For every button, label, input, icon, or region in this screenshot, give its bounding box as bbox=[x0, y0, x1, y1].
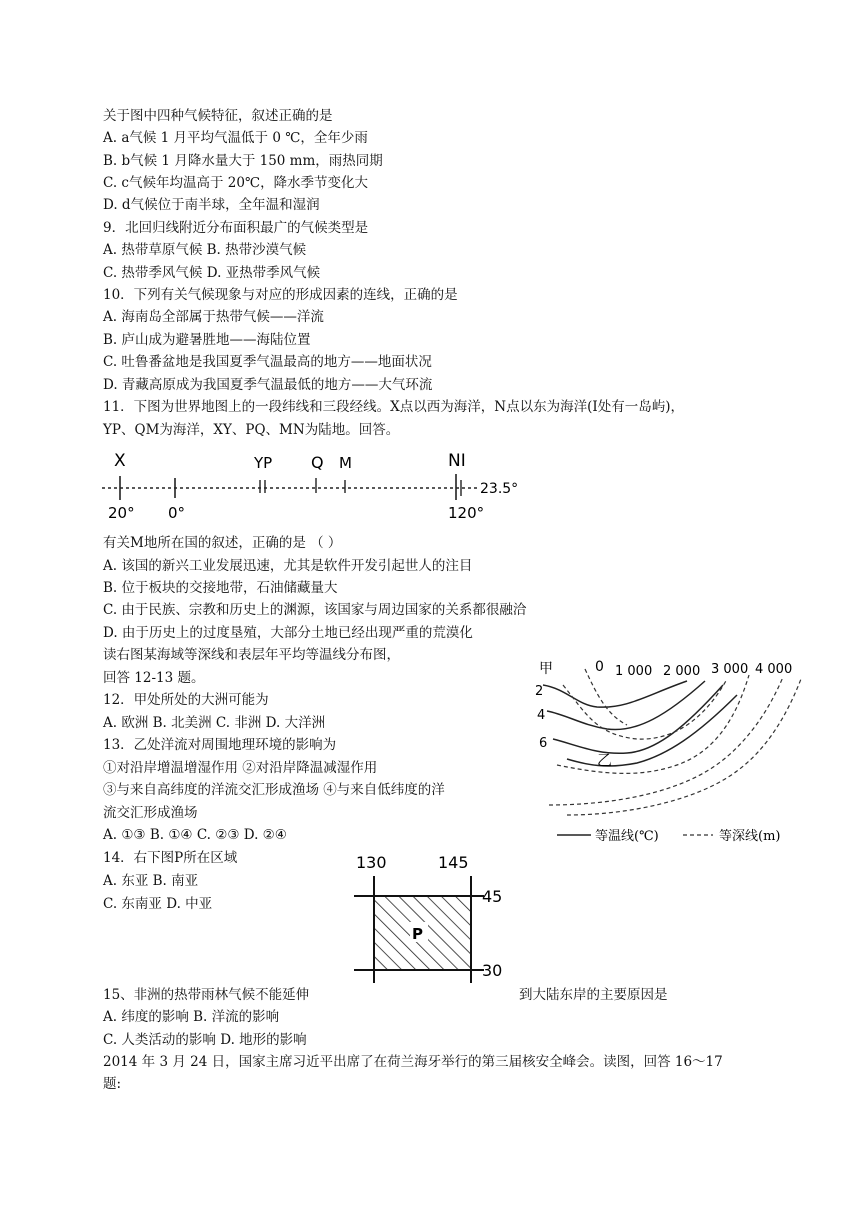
text-line: C. 吐鲁番盆地是我国夏季气温最高的地方——地面状况 bbox=[103, 354, 432, 370]
depth-0-label: 0 bbox=[595, 659, 604, 675]
text-line: 10．下列有关气候现象与对应的形成因素的连线，正确的是 bbox=[103, 287, 458, 303]
text-line: 2014 年 3 月 24 日，国家主席习近平出席了在荷兰海牙举行的第三届核安全峰会。读图，回答 16～17 bbox=[103, 1054, 723, 1070]
text-line: D. 由于历史上的过度垦殖，大部分土地已经出现严重的荒漠化 bbox=[103, 625, 473, 641]
text-line: C. 热带季风气候 D. 亚热带季风气候 bbox=[103, 265, 321, 281]
point-m-label: M bbox=[339, 454, 352, 472]
lon-145-label: 145 bbox=[438, 853, 469, 872]
text-line: 题: bbox=[103, 1076, 122, 1092]
text-line: 读右图某海域等深线和表层年平均等温线分布图， bbox=[103, 647, 400, 663]
latitude-line-figure bbox=[100, 448, 520, 528]
jia-label: 甲 bbox=[539, 661, 553, 677]
text-line: B. b气候 1 月降水量大于 150 mm，雨热同期 bbox=[103, 153, 383, 169]
text-line: 9．北回归线附近分布面积最广的气候类型是 bbox=[103, 220, 369, 236]
point-yp-label: YP bbox=[254, 454, 273, 472]
text-line: A. 热带草原气候 B. 热带沙漠气候 bbox=[103, 242, 307, 258]
text-line: B. 庐山成为避暑胜地——海陆位置 bbox=[103, 332, 311, 348]
text-line: 12．甲处所处的大洲可能为 bbox=[103, 692, 269, 708]
isotherm-2-label: 2 bbox=[535, 684, 544, 699]
sea-isoline-figure bbox=[527, 655, 821, 847]
text-line: YP、QM为海洋，XY、PQ、MN为陆地。回答。 bbox=[103, 422, 400, 438]
depth-4000-label: 4 000 bbox=[755, 662, 793, 677]
text-line: A. ①③ B. ①④ C. ②③ D. ②④ bbox=[103, 827, 287, 843]
text-line: ①对沿岸增温增湿作用 ②对沿岸降温减湿作用 bbox=[103, 760, 378, 776]
legend-isotherm-label: 等温线(℃) bbox=[595, 829, 659, 844]
grid-map-figure bbox=[350, 848, 510, 988]
lon-20-label: 20° bbox=[108, 504, 135, 522]
text-line: 14．右下图P所在区域 bbox=[103, 850, 238, 866]
text-line: 11．下图为世界地图上的一段纬线和三段经线。X点以西为海洋，N点以东为海洋(I处有一岛屿)， bbox=[103, 399, 684, 415]
text-line: 关于图中四种气候特征，叙述正确的是 bbox=[103, 108, 333, 124]
text-line: A. 海南岛全部属于热带气候——洋流 bbox=[103, 309, 324, 325]
lat-23-5-label: 23.5° bbox=[480, 481, 519, 497]
text-line: 回答 12-13 题。 bbox=[103, 670, 205, 686]
text-line: 有关M地所在国的叙述，正确的是 （ ） bbox=[103, 535, 342, 551]
text-line: A. 欧洲 B. 北美洲 C. 非洲 D. 大洋洲 bbox=[103, 715, 326, 731]
text-line: 15、非洲的热带雨林气候不能延伸 bbox=[103, 987, 310, 1003]
depth-1000-label: 1 000 bbox=[615, 664, 653, 679]
text-line: D. d气候位于南半球，全年温和湿润 bbox=[103, 197, 320, 213]
point-ni-label: NI bbox=[448, 451, 466, 471]
isotherm-6-label: 6 bbox=[539, 736, 548, 751]
text-line: C. 东南亚 D. 中亚 bbox=[103, 896, 213, 912]
lon-0-label: 0° bbox=[168, 504, 186, 522]
text-line: A. 该国的新兴工业发展迅速，尤其是软件开发引起世人的注目 bbox=[103, 558, 473, 574]
yi-label: 乙 bbox=[597, 751, 613, 769]
text-line: ③与来自高纬度的洋流交汇形成渔场 ④与来自低纬度的洋 bbox=[103, 782, 445, 798]
text-line: 到大陆东岸的主要原因是 bbox=[519, 987, 668, 1003]
lon-120-label: 120° bbox=[448, 504, 485, 522]
legend-isobath-label: 等深线(m) bbox=[719, 829, 781, 844]
text-line: C. c气候年均温高于 20℃，降水季节变化大 bbox=[103, 175, 369, 191]
lat-30-label: 30 bbox=[482, 961, 503, 980]
point-x-label: X bbox=[114, 451, 126, 471]
text-line: C. 人类活动的影响 D. 地形的影响 bbox=[103, 1032, 307, 1048]
text-line: A. 东亚 B. 南亚 bbox=[103, 873, 199, 889]
text-line: 13．乙处洋流对周围地理环境的影响为 bbox=[103, 737, 337, 753]
lat-45-label: 45 bbox=[482, 887, 503, 906]
p-label: P bbox=[412, 925, 423, 943]
text-line: A. a气候 1 月平均气温低于 0 ℃，全年少雨 bbox=[103, 130, 368, 146]
text-line: B. 位于板块的交接地带，石油储藏量大 bbox=[103, 580, 338, 596]
point-q-label: Q bbox=[311, 453, 324, 472]
text-line: D. 青藏高原成为我国夏季气温最低的地方——大气环流 bbox=[103, 377, 433, 393]
depth-2000-label: 2 000 bbox=[663, 664, 701, 679]
text-line: C. 由于民族、宗教和历史上的渊源，该国家与周边国家的关系都很融洽 bbox=[103, 602, 527, 618]
text-line: A. 纬度的影响 B. 洋流的影响 bbox=[103, 1009, 280, 1025]
depth-3000-label: 3 000 bbox=[711, 662, 749, 677]
lon-130-label: 130 bbox=[356, 853, 387, 872]
text-line: 流交汇形成渔场 bbox=[103, 805, 198, 821]
isotherm-4-label: 4 bbox=[537, 708, 546, 723]
